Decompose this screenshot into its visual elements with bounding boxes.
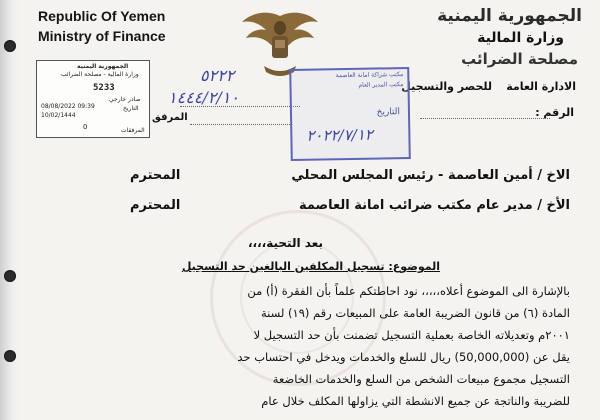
received-stamp	[289, 67, 411, 161]
addressee-2: الأخ / مدير عام مكتب ضرائب امانة العاصمة	[298, 198, 570, 213]
stamp-number: 5233	[93, 83, 115, 93]
incoming-registry-stamp	[36, 60, 150, 138]
ref-line	[420, 118, 550, 119]
stamp-attachments-label: المرفقات	[121, 127, 145, 134]
received-stamp-handwritten-date: ٢٠٢٢/٧/١٢	[306, 125, 374, 145]
ref-underline	[180, 106, 300, 107]
ref-label: الرقم :	[535, 106, 574, 119]
binder-edge	[0, 0, 20, 420]
body-line-4: يقل عن (50,000,000) ريال للسلع والخدمات ويدخل في احتساب حد	[237, 350, 570, 364]
body-line-3: ٢٠٠١م وتعديلاته الخاصة بعملية التسجيل تضمنت بأن حد التسجيل لا	[253, 328, 570, 342]
header-ar-registration: للحصر والتسجيل	[401, 80, 492, 93]
body-line-5: التسجيل مجموع مبيعات الشخص من السلع والخدمات الخاضعة	[272, 372, 570, 386]
stamp-hijri: 10/02/1444	[41, 112, 76, 119]
punch-hole	[4, 40, 16, 52]
header-ar-ministry: وزارة المالية	[477, 30, 564, 46]
stamp-date: 08/08/2022 09:39	[41, 103, 95, 110]
addressee-1: الاخ / أمين العاصمة - رئيس المجلس المحلي	[291, 168, 570, 183]
punch-hole	[4, 350, 16, 362]
addressee-1-honorific: المحترم	[130, 168, 181, 183]
body-line-6: للضريبة والناتجة عن جميع الانشطة التي يزاولها المكلف خلال عام	[261, 394, 570, 408]
header-ar-general-admin: الادارة العامة	[506, 80, 576, 93]
addressee-2-honorific: المحترم	[130, 198, 181, 213]
header-ar-republic: الجمهورية اليمنية	[437, 6, 582, 26]
stamp-date-label: التاريخ	[123, 105, 139, 112]
handwritten-ref-date: ١٤٤٤/٢/١٠	[168, 88, 239, 107]
handwritten-ref-number: ٥٢٢٢	[200, 66, 235, 85]
stamp-attachments: 0	[83, 123, 88, 131]
attachment-line	[190, 124, 290, 125]
attachment-label: المرفق	[152, 112, 188, 123]
greeting: بعد التحية،،،،	[248, 236, 323, 250]
stamp-subtitle: وزارة المالية - مصلحة الضرائب	[61, 71, 139, 78]
received-stamp-date-label: التاريخ	[376, 107, 401, 118]
header-ar-tax-authority: مصلحة الضرائب	[461, 50, 578, 68]
header-country: Republic Of Yemen	[38, 8, 166, 24]
stamp-type: صادر خارجي	[109, 96, 141, 103]
punch-hole	[4, 270, 16, 282]
header-ministry: Ministry of Finance	[38, 28, 166, 44]
body-line-2: المادة (٦) من قانون الضريبة العامة على المبيعات رقم (١٩) لسنة	[260, 306, 570, 320]
body-line-1: بالإشارة الى الموضوع أعلاه،،،،، نود احاطتكم علماً بأن الفقرة (أ) من	[247, 284, 570, 298]
received-stamp-line2: مكتب المدير العام	[358, 81, 404, 89]
received-stamp-line1: مكتب شراكة امانة العاصمة	[335, 71, 404, 80]
stamp-title: الجمهورية اليمنية	[77, 63, 129, 70]
subject-line: الموضوع: تسجيل المكلفين البالغين حد التسجيل	[181, 260, 440, 273]
